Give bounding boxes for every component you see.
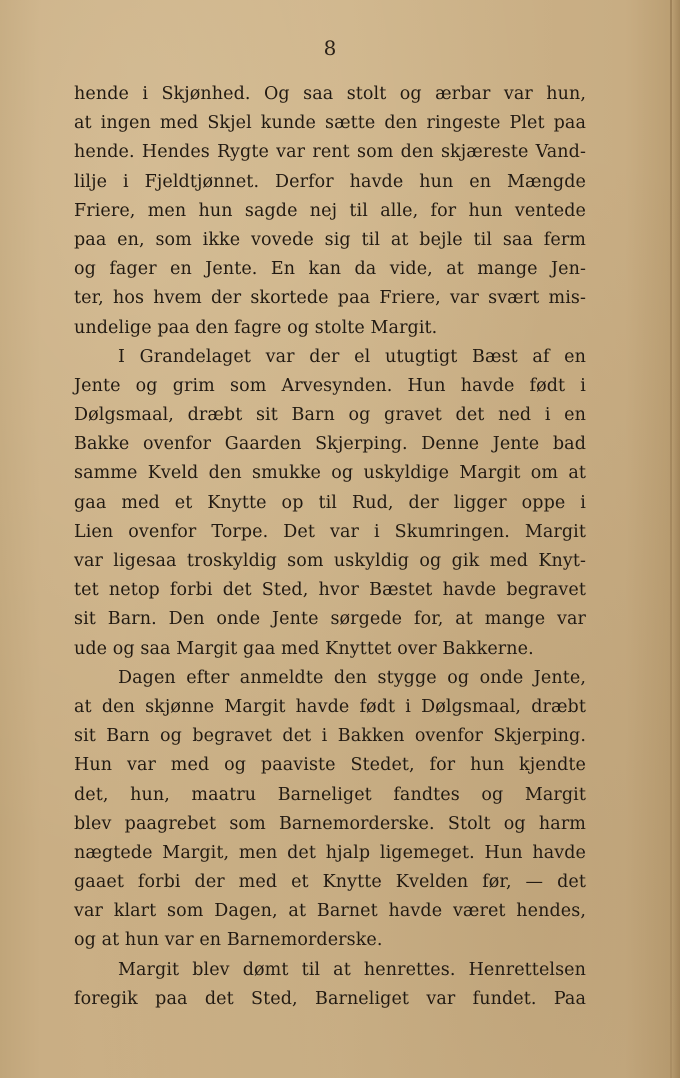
text-line: hende i Skjønhed. Og saa stolt og ærbar var hun, xyxy=(74,84,586,104)
text-line: undelige paa den fagre og stolte Margit. xyxy=(74,317,438,338)
text-line: Hun var med og paaviste Stedet, for hun kjendte xyxy=(74,755,586,776)
text-line: gaaet forbi der med et Knytte Kvelden før, — det xyxy=(74,872,586,893)
text-line: sit Barn. Den onde Jente sørgede for, at mange var xyxy=(74,609,586,630)
page-edge-shadow xyxy=(672,0,680,1078)
text-line: tet netop forbi det Sted, hvor Bæstet havde begravet xyxy=(74,580,586,601)
text-line: lilje i Fjeldtjønnet. Derfor havde hun en Mængde xyxy=(74,171,586,192)
text-line: Lien ovenfor Torpe. Det var i Skumringen. Margit xyxy=(74,521,586,542)
text-line: I Grandelaget var der el utugtigt Bæst af en xyxy=(118,346,586,367)
text-line: Dølgsmaal, dræbt sit Barn og gravet det ned i en xyxy=(74,405,586,426)
page-number: 8 xyxy=(323,36,337,60)
page-fold-line xyxy=(670,0,672,1078)
text-line: samme Kveld den smukke og uskyldige Margit om at xyxy=(74,463,586,484)
text-line: og fager en Jente. En kan da vide, at mange Jen- xyxy=(74,259,586,280)
text-line: Dagen efter anmeldte den stygge og onde Jente, xyxy=(118,667,586,688)
text-line: var ligesaa troskyldig som uskyldig og gik med Knyt- xyxy=(74,551,586,571)
text-line: Jente og grim som Arvesynden. Hun havde født i xyxy=(74,375,586,396)
text-line: og at hun var en Barnemorderske. xyxy=(74,930,383,951)
text-line: hende. Hendes Rygte var rent som den skjæreste Vand- xyxy=(74,142,586,163)
text-line: var klart som Dagen, at Barnet havde været hendes, xyxy=(74,901,586,922)
text-line: Margit blev dømt til at henrettes. Henrettelsen xyxy=(118,959,586,980)
text-line: foregik paa det Sted, Barneliget var fundet. Paa xyxy=(74,988,586,1009)
text-line: gaa med et Knytte op til Rud, der ligger oppe i xyxy=(74,492,586,513)
text-line: paa en, som ikke vovede sig til at bejle til saa ferm xyxy=(74,229,586,250)
text-line: ter, hos hvem der skortede paa Friere, var svært mis- xyxy=(74,288,586,309)
text-line: at den skjønne Margit havde født i Dølgsmaal, dræbt xyxy=(74,696,586,717)
text-line: Friere, men hun sagde nej til alle, for hun ventede xyxy=(74,200,586,221)
text-line: at ingen med Skjel kunde sætte den ringeste Plet paa xyxy=(74,113,586,134)
text-line: Bakke ovenfor Gaarden Skjerping. Denne Jente bad xyxy=(74,434,586,455)
text-line: nægtede Margit, men det hjalp ligemeget. Hun havde xyxy=(74,842,586,863)
body-text xyxy=(74,80,586,1014)
text-line: sit Barn og begravet det i Bakken ovenfor Skjerping. xyxy=(74,726,586,747)
text-line: det, hun, maatru Barneliget fandtes og Margit xyxy=(74,784,586,805)
text-line: blev paagrebet som Barnemorderske. Stolt og harm xyxy=(74,813,586,834)
text-line: ude og saa Margit gaa med Knyttet over Bakkerne. xyxy=(74,638,534,659)
